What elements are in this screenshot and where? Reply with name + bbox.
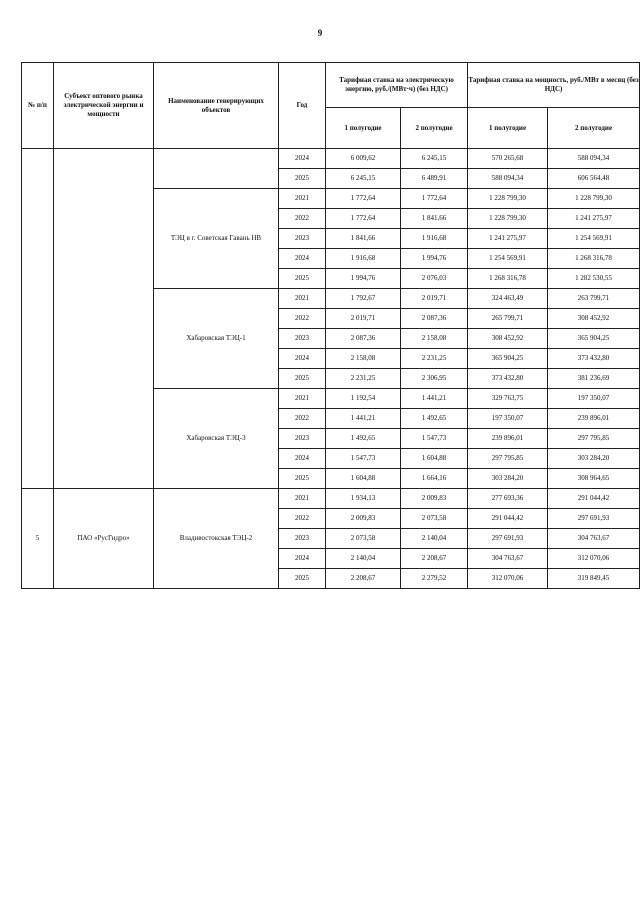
capacity-h2-cell: 381 236,69 <box>548 369 640 389</box>
plant-name: ТЭЦ в г. Советская Гавань НВ <box>154 189 279 289</box>
energy-h1-cell: 2 087,36 <box>326 329 401 349</box>
energy-h1-cell: 1 441,21 <box>326 409 401 429</box>
capacity-h2-cell: 319 849,45 <box>548 569 640 589</box>
capacity-h2-cell: 1 241 275,97 <box>548 209 640 229</box>
header-subject: Субъект оптового рынка электрической энергии и мощности <box>54 63 154 149</box>
capacity-h1-cell: 1 228 799,30 <box>468 189 548 209</box>
capacity-h1-cell: 303 284,20 <box>468 469 548 489</box>
capacity-h2-cell: 308 964,65 <box>548 469 640 489</box>
energy-h1-cell: 1 841,66 <box>326 229 401 249</box>
energy-h2-cell: 1 492,65 <box>401 409 468 429</box>
energy-h1-cell: 6 009,62 <box>326 149 401 169</box>
energy-h2-cell: 2 140,04 <box>401 529 468 549</box>
year-cell: 2024 <box>279 449 326 469</box>
capacity-h1-cell: 277 693,36 <box>468 489 548 509</box>
plant-name: Хабаровская ТЭЦ-1 <box>154 289 279 389</box>
capacity-h1-cell: 324 463,49 <box>468 289 548 309</box>
year-cell: 2024 <box>279 249 326 269</box>
energy-h2-cell: 2 019,71 <box>401 289 468 309</box>
year-cell: 2025 <box>279 169 326 189</box>
energy-h2-cell: 1 994,76 <box>401 249 468 269</box>
capacity-h2-cell: 1 282 530,55 <box>548 269 640 289</box>
energy-h2-cell: 6 489,91 <box>401 169 468 189</box>
capacity-h2-cell: 308 452,92 <box>548 309 640 329</box>
capacity-h1-cell: 297 691,93 <box>468 529 548 549</box>
capacity-h1-cell: 239 896,01 <box>468 429 548 449</box>
year-cell: 2025 <box>279 369 326 389</box>
energy-h1-cell: 1 916,68 <box>326 249 401 269</box>
year-cell: 2025 <box>279 269 326 289</box>
capacity-h2-cell: 365 904,25 <box>548 329 640 349</box>
energy-h2-cell: 2 158,08 <box>401 329 468 349</box>
capacity-h2-cell: 291 044,42 <box>548 489 640 509</box>
capacity-h1-cell: 291 044,42 <box>468 509 548 529</box>
energy-h1-cell: 2 158,08 <box>326 349 401 369</box>
energy-h2-cell: 1 664,16 <box>401 469 468 489</box>
year-cell: 2021 <box>279 189 326 209</box>
tariff-table <box>21 62 640 589</box>
energy-h1-cell: 1 934,13 <box>326 489 401 509</box>
energy-h2-cell: 1 604,88 <box>401 449 468 469</box>
capacity-h1-cell: 312 070,06 <box>468 569 548 589</box>
capacity-h2-cell: 297 795,85 <box>548 429 640 449</box>
energy-h1-cell: 2 140,04 <box>326 549 401 569</box>
year-cell: 2022 <box>279 509 326 529</box>
energy-h2-cell: 1 916,68 <box>401 229 468 249</box>
plant-name <box>154 149 279 189</box>
energy-h1-cell: 1 792,67 <box>326 289 401 309</box>
energy-h1-cell: 2 073,58 <box>326 529 401 549</box>
capacity-h1-cell: 308 452,92 <box>468 329 548 349</box>
energy-h1-cell: 1 772,64 <box>326 209 401 229</box>
energy-h2-cell: 6 245,15 <box>401 149 468 169</box>
capacity-h1-cell: 373 432,80 <box>468 369 548 389</box>
year-cell: 2023 <box>279 329 326 349</box>
year-cell: 2023 <box>279 429 326 449</box>
capacity-h1-cell: 265 799,71 <box>468 309 548 329</box>
year-cell: 2021 <box>279 489 326 509</box>
energy-h2-cell: 2 279,52 <box>401 569 468 589</box>
header-year: Год <box>279 63 326 149</box>
energy-h2-cell: 2 009,83 <box>401 489 468 509</box>
row-number: 5 <box>22 489 54 589</box>
capacity-h1-cell: 297 795,85 <box>468 449 548 469</box>
energy-h1-cell: 2 009,83 <box>326 509 401 529</box>
year-cell: 2022 <box>279 309 326 329</box>
year-cell: 2024 <box>279 549 326 569</box>
capacity-h2-cell: 1 254 569,91 <box>548 229 640 249</box>
header-energy-h1: 1 полугодие <box>326 108 401 149</box>
energy-h2-cell: 2 087,36 <box>401 309 468 329</box>
energy-h1-cell: 6 245,15 <box>326 169 401 189</box>
capacity-h2-cell: 312 070,06 <box>548 549 640 569</box>
energy-h2-cell: 2 073,58 <box>401 509 468 529</box>
header-num: № п/п <box>22 63 54 149</box>
capacity-h2-cell: 588 094,34 <box>548 149 640 169</box>
header-capacity-h1: 1 полугодие <box>468 108 548 149</box>
capacity-h1-cell: 1 268 316,78 <box>468 269 548 289</box>
plant-name: Хабаровская ТЭЦ-3 <box>154 389 279 489</box>
energy-h2-cell: 2 306,95 <box>401 369 468 389</box>
energy-h2-cell: 1 441,21 <box>401 389 468 409</box>
header-capacity-h2: 2 полугодие <box>548 108 640 149</box>
capacity-h2-cell: 1 268 316,78 <box>548 249 640 269</box>
row-number <box>22 149 54 489</box>
year-cell: 2024 <box>279 149 326 169</box>
energy-h2-cell: 2 076,03 <box>401 269 468 289</box>
energy-h1-cell: 2 208,67 <box>326 569 401 589</box>
capacity-h1-cell: 1 254 569,91 <box>468 249 548 269</box>
energy-h1-cell: 2 019,71 <box>326 309 401 329</box>
capacity-h1-cell: 197 350,07 <box>468 409 548 429</box>
energy-h2-cell: 1 547,73 <box>401 429 468 449</box>
year-cell: 2022 <box>279 409 326 429</box>
header-energy-h2: 2 полугодие <box>401 108 468 149</box>
capacity-h2-cell: 1 228 799,30 <box>548 189 640 209</box>
energy-h2-cell: 2 208,67 <box>401 549 468 569</box>
capacity-h2-cell: 304 763,67 <box>548 529 640 549</box>
year-cell: 2023 <box>279 229 326 249</box>
subject-name <box>54 149 154 489</box>
year-cell: 2021 <box>279 289 326 309</box>
energy-h1-cell: 1 604,88 <box>326 469 401 489</box>
header-energy-rate: Тарифная ставка на электрическую энергию, руб./(МВт·ч) (без НДС) <box>326 63 468 108</box>
year-cell: 2021 <box>279 389 326 409</box>
capacity-h2-cell: 373 432,80 <box>548 349 640 369</box>
capacity-h1-cell: 588 094,34 <box>468 169 548 189</box>
table-row <box>22 149 640 169</box>
header-object: Наименование генерирующих объектов <box>154 63 279 149</box>
energy-h1-cell: 1 192,54 <box>326 389 401 409</box>
year-cell: 2023 <box>279 529 326 549</box>
capacity-h2-cell: 197 350,07 <box>548 389 640 409</box>
energy-h1-cell: 1 547,73 <box>326 449 401 469</box>
year-cell: 2025 <box>279 569 326 589</box>
table-row <box>22 489 640 509</box>
capacity-h2-cell: 303 284,20 <box>548 449 640 469</box>
plant-name: Владивостокская ТЭЦ-2 <box>154 489 279 589</box>
capacity-h1-cell: 1 241 275,97 <box>468 229 548 249</box>
energy-h1-cell: 1 994,76 <box>326 269 401 289</box>
capacity-h1-cell: 570 265,68 <box>468 149 548 169</box>
energy-h2-cell: 1 841,66 <box>401 209 468 229</box>
capacity-h1-cell: 304 763,67 <box>468 549 548 569</box>
year-cell: 2024 <box>279 349 326 369</box>
energy-h2-cell: 2 231,25 <box>401 349 468 369</box>
year-cell: 2022 <box>279 209 326 229</box>
capacity-h1-cell: 365 904,25 <box>468 349 548 369</box>
capacity-h2-cell: 239 896,01 <box>548 409 640 429</box>
header-capacity-rate: Тарифная ставка на мощность, руб./МВт в месяц (без НДС) <box>468 63 640 108</box>
capacity-h2-cell: 263 799,71 <box>548 289 640 309</box>
capacity-h2-cell: 606 564,48 <box>548 169 640 189</box>
year-cell: 2025 <box>279 469 326 489</box>
capacity-h1-cell: 1 228 799,30 <box>468 209 548 229</box>
energy-h1-cell: 1 772,64 <box>326 189 401 209</box>
energy-h1-cell: 2 231,25 <box>326 369 401 389</box>
energy-h1-cell: 1 492,65 <box>326 429 401 449</box>
capacity-h2-cell: 297 691,93 <box>548 509 640 529</box>
capacity-h1-cell: 329 763,75 <box>468 389 548 409</box>
energy-h2-cell: 1 772,64 <box>401 189 468 209</box>
page-number: 9 <box>317 28 323 38</box>
subject-name: ПАО «РусГидро» <box>54 489 154 589</box>
